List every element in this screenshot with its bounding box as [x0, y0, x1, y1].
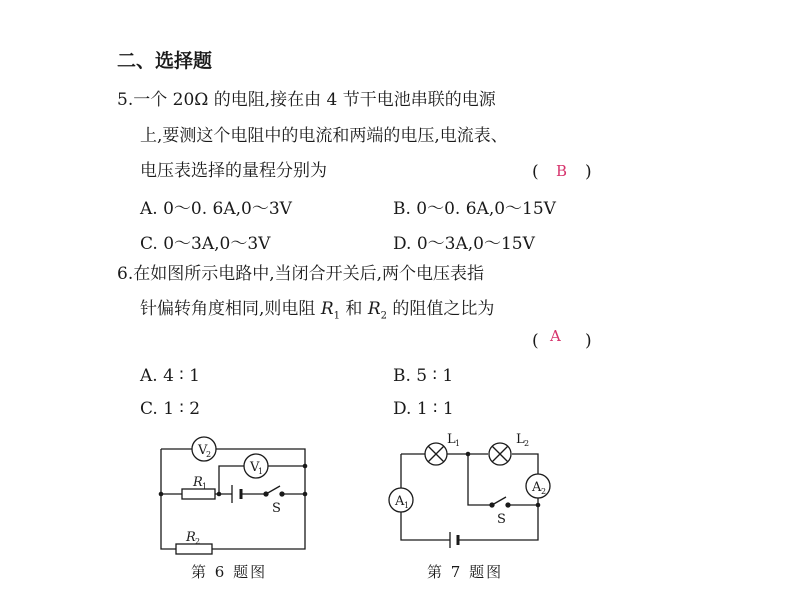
fig6-switch-icon [264, 486, 284, 496]
fig6-r1-label [192, 475, 207, 491]
q6-stem-part-b: 和 [345, 299, 363, 319]
fig6-battery-icon [232, 485, 241, 503]
q5-stem-line-2: 上,要测这个电阻中的电流和两端的电压,电流表、 [140, 126, 508, 146]
figure-6-circuit [150, 435, 315, 560]
q5-option-c: C. 0～3A,0～3V [140, 234, 271, 254]
q6-option-b: B. 5 ∶ 1 [393, 366, 454, 386]
fig6-voltmeter-v2-icon [192, 437, 216, 461]
svg-text:A: A [532, 480, 542, 495]
svg-text:1: 1 [258, 467, 264, 476]
q6-option-c: C. 1 ∶ 2 [140, 399, 201, 419]
svg-text:1: 1 [404, 501, 410, 510]
svg-text:1: 1 [202, 482, 208, 491]
fig7-lamp-l2-icon [489, 443, 511, 465]
svg-text:2: 2 [541, 487, 547, 496]
fig7-l1-label [447, 432, 460, 448]
q5-stem-line-1: 5.一个 20Ω 的电阻,接在由 4 节干电池串联的电源 [117, 90, 496, 110]
q6-option-a: A. 4 ∶ 1 [140, 366, 200, 386]
fig6-voltmeter-v1-icon [244, 454, 268, 478]
q6-stem-line-1: 6.在如图所示电路中,当闭合开关后,两个电压表指 [117, 264, 485, 284]
fig6-junction-dots [159, 464, 308, 497]
svg-text:1: 1 [455, 439, 461, 448]
q6-option-d: D. 1 ∶ 1 [393, 399, 454, 419]
svg-text:R: R [193, 475, 203, 490]
section-heading: 二、选择题 [117, 50, 213, 72]
q6-paren-open: ( [532, 331, 539, 351]
q6-stem-part-c: 的阻值之比为 [392, 299, 495, 319]
fig6-r1-resistor [182, 489, 215, 499]
figure-7-caption: 第 7 题图 [427, 563, 504, 581]
q6-r2-symbol: $R_2$ [367, 299, 387, 322]
fig7-ammeter-a1-icon [389, 488, 413, 512]
q5-paren-close: ) [585, 162, 592, 182]
q5-option-d: D. 0～3A,0～15V [393, 234, 535, 254]
svg-text:L: L [447, 432, 456, 447]
svg-text:R: R [186, 530, 196, 545]
fig6-r2-label [185, 530, 200, 546]
fig7-lamp-l1-icon [425, 443, 447, 465]
svg-text:A: A [395, 494, 405, 509]
q6-stem-part-a: 针偏转角度相同,则电阻 [140, 299, 316, 319]
fig6-switch-label: S [272, 501, 281, 516]
svg-text:2: 2 [524, 439, 530, 448]
fig7-ammeter-a2-icon [526, 474, 550, 498]
q5-option-b: B. 0～0. 6A,0～15V [393, 199, 556, 219]
q6-stem-line-2 [140, 301, 494, 321]
q5-paren-open: ( [532, 162, 539, 182]
figure-6-caption: 第 6 题图 [191, 563, 268, 581]
svg-text:V: V [250, 460, 260, 475]
fig6-r2-resistor [176, 544, 212, 554]
svg-text:2: 2 [206, 450, 212, 459]
figure-7-circuit [385, 428, 555, 560]
fig7-l2-label [516, 432, 529, 448]
svg-text:V: V [198, 443, 208, 458]
q5-stem-line-3: 电压表选择的量程分别为 [140, 161, 327, 181]
q5-answer: B [556, 162, 568, 180]
fig7-battery-icon [450, 532, 458, 548]
q6-paren-close: ) [585, 331, 592, 351]
fig7-switch-label: S [497, 512, 506, 527]
svg-text:2: 2 [195, 537, 201, 546]
q6-answer: A [550, 327, 561, 345]
q5-option-a: A. 0～0. 6A,0～3V [140, 199, 292, 219]
svg-text:L: L [516, 432, 525, 447]
fig7-switch-icon [490, 497, 510, 507]
q6-r1-symbol: $R_1$ [320, 299, 340, 322]
